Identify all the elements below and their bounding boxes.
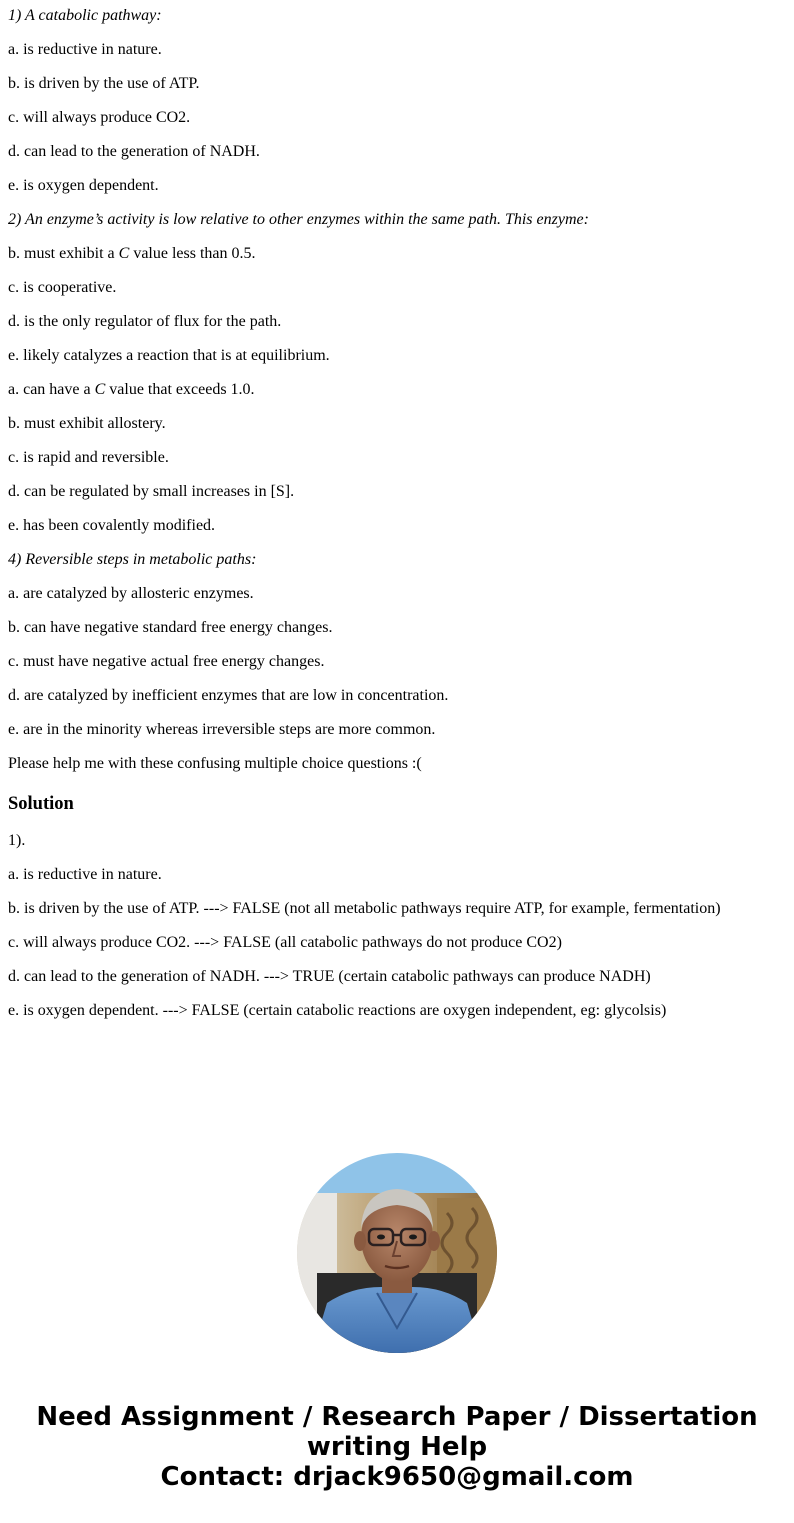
variable-c: C [94, 381, 106, 398]
solution-heading: Solution [8, 794, 74, 814]
question-2-prompt: 2) An enzyme’s activity is low relative to other enzymes within the same path. This enzyme: [8, 211, 589, 228]
variable-c: C [118, 245, 130, 262]
help-request: Please help me with these confusing multiple choice questions :( [8, 755, 422, 772]
solution-answer-b: b. is driven by the use of ATP. ---> FALSE (not all metabolic pathways require ATP, for example, fermentation) [8, 900, 721, 917]
avatar [297, 1153, 497, 1353]
question-2-option: e. has been covalently modified. [8, 517, 216, 534]
solution-answer-a: a. is reductive in nature. [8, 866, 162, 883]
question-2-option: b. must exhibit allostery. [8, 415, 166, 432]
option-text: value that exceeds 1.0. [105, 381, 255, 398]
footer-line-1: Need Assignment / Research Paper / Dissertation [36, 1402, 758, 1432]
option-text: b. must exhibit a [8, 245, 119, 262]
footer-line-2: writing Help [306, 1432, 488, 1462]
question-1-prompt: 1) A catabolic pathway: [8, 7, 162, 24]
question-1-option-b: b. is driven by the use of ATP. [8, 75, 200, 92]
solution-answer-e: e. is oxygen dependent. ---> FALSE (certain catabolic reactions are oxygen independent, eg: glycolsis) [8, 1002, 667, 1019]
solution-answer-d: d. can lead to the generation of NADH. ---> TRUE (certain catabolic pathways can produce NADH) [8, 968, 651, 985]
question-1-option-a: a. is reductive in nature. [8, 41, 162, 58]
question-2-option: d. can be regulated by small increases in [S]. [8, 483, 295, 500]
option-text: a. can have a [8, 381, 95, 398]
question-2-option [8, 380, 255, 400]
footer-contact-email: Contact: drjack9650@gmail.com [160, 1462, 634, 1492]
question-4-option-a: a. are catalyzed by allosteric enzymes. [8, 585, 254, 602]
question-4-prompt: 4) Reversible steps in metabolic paths: [8, 551, 257, 568]
question-2-option: c. is cooperative. [8, 279, 117, 296]
question-2-option: e. likely catalyzes a reaction that is at equilibrium. [8, 347, 330, 364]
question-4-option-d: d. are catalyzed by inefficient enzymes that are low in concentration. [8, 687, 449, 704]
option-text: value less than 0.5. [129, 245, 256, 262]
question-1-option-d: d. can lead to the generation of NADH. [8, 143, 260, 160]
question-4-option-e: e. are in the minority whereas irreversible steps are more common. [8, 721, 436, 738]
question-2-option: d. is the only regulator of flux for the path. [8, 313, 282, 330]
solution-answer-c: c. will always produce CO2. ---> FALSE (all catabolic pathways do not produce CO2) [8, 934, 562, 951]
solution-number: 1). [8, 832, 26, 849]
portrait-image [297, 1153, 497, 1353]
question-4-option-b: b. can have negative standard free energy changes. [8, 619, 333, 636]
question-1-option-e: e. is oxygen dependent. [8, 177, 159, 194]
footer-contact [0, 1402, 794, 1492]
question-1-option-c: c. will always produce CO2. [8, 109, 191, 126]
question-2-option: c. is rapid and reversible. [8, 449, 169, 466]
question-4-option-c: c. must have negative actual free energy changes. [8, 653, 325, 670]
question-2-option [8, 244, 256, 264]
